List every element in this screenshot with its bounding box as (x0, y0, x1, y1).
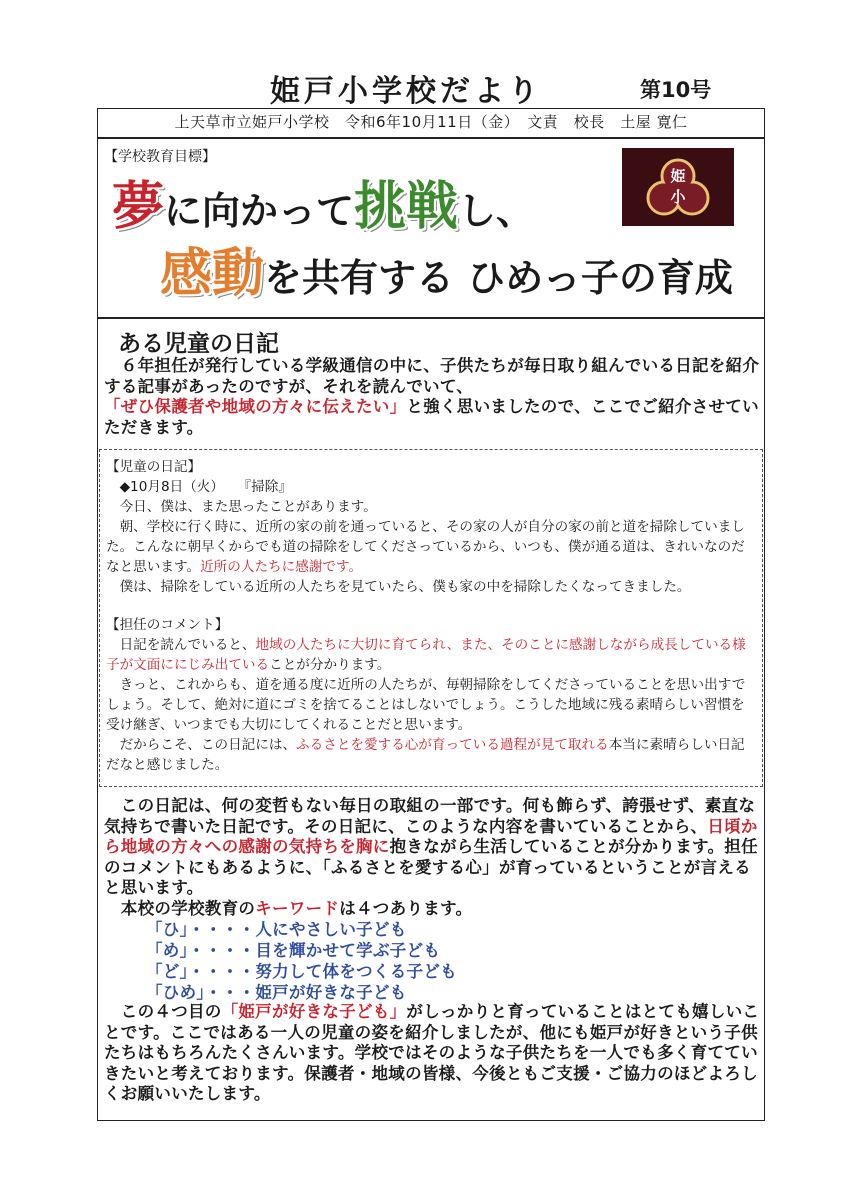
article-title: ある児童の日記 (118, 331, 279, 357)
diary-section (106, 457, 754, 597)
keyword-item: 「ど」・・・・努力して体をつくる子ども (146, 962, 457, 981)
comment-line: きっと、これからも、道を通る度に近所の人たちが、毎朝掃除をしてくださっていることを思い出すでしょう。そして、絶対に道にゴミを捨てることはしないでしょう。こうした地域に残る素晴らしい習慣を受け継ぎ、いつまでも大切にしてくれることだと思います。 (106, 677, 746, 733)
comment-highlight: 地域の人たちに大切に育てられ、また、そのことに感謝しながら成長している様子が文面ににじみ出ている (106, 637, 746, 673)
diary-line: 今日、僕は、また思ったことがあります。 (106, 499, 377, 515)
keyword-item: 「め」・・・・目を輝かせて学ぶ子ども (146, 941, 441, 960)
keyword-item: 「ひめ」・・・姫戸が好きな子ども (146, 983, 407, 1002)
body-text: この日記は、何の変哲もない毎日の取組の一部です。何も飾らず、誇張せず、素直な気持ちで書いた日記です。その日記に、このような内容を書いていることから、 (104, 796, 756, 836)
body-highlight: 日頃から地域の方々への感謝の気持ちを胸に (104, 816, 758, 856)
slogan-word-dream: 夢 (112, 177, 165, 237)
emblem-char-1: 姫 (670, 167, 686, 185)
slogan-line-2 (160, 244, 733, 304)
emblem-char-2: 小 (670, 188, 686, 206)
keyword-list (104, 919, 760, 1003)
body-paragraph (104, 796, 760, 1003)
school-emblem (622, 148, 734, 226)
comment-line (106, 735, 754, 775)
body-text: 抱きながら生活していることが分かります。担任のコメントにもあるように、「ふるさとを愛する心」が育っているということが言えると思います。 (104, 837, 758, 897)
slogan-text: を共有する ひめっ子の育成 (264, 256, 733, 300)
keyword-intro-highlight: キーワード (255, 898, 340, 918)
issue-number: 第10号 (640, 78, 712, 102)
comment-section (106, 615, 754, 775)
diary-highlight: 近所の人たちに感謝です。 (200, 559, 363, 575)
byline: 上天草市立姫戸小学校 令和6年10月11日（金） 文責 校長 土屋 寛仁 (97, 108, 765, 138)
newsletter-title: 姫戸小学校だより (270, 74, 542, 109)
diary-label: 【児童の日記】 (106, 459, 202, 475)
slogan-text: に向かって (164, 189, 355, 233)
keyword-item: 「ひ」・・・・人にやさしい子ども (146, 920, 407, 939)
slogan-text: し、 (458, 189, 535, 233)
comment-text: ことが分かります。 (269, 657, 391, 673)
comment-label: 【担任のコメント】 (106, 617, 229, 633)
comment-text: だからこそ、この日記には、 (106, 737, 297, 753)
closing-highlight: 「姫戸が好きな子ども」 (221, 1002, 407, 1021)
diary-text: 朝、学校に行く時に、近所の家の前を通っていると、その家の人が自分の家の前と道を掃除していました。こんなに朝早くからでも道の掃除をしてくださっているから、いつも、僕が通る道は、きれいなのだなと思います。 (106, 519, 745, 575)
intro-text: と強く思いましたので、ここでご紹介させていただきます。 (104, 397, 759, 437)
comment-text: 日記を読んでいると、 (106, 637, 256, 653)
slogan-word-challenge: 挑戦 (354, 177, 459, 237)
keyword-intro (104, 899, 760, 920)
slogan-word-emotion: 感動 (160, 244, 265, 304)
comment-text: 本当に素晴らしい日記だなと感じました。 (106, 737, 745, 773)
comment-line (106, 635, 754, 675)
intro-paragraph (104, 356, 760, 438)
diary-line: 僕は、掃除をしている近所の人たちを見ていたら、僕も家の中を掃除したくなってきました。 (106, 579, 691, 595)
diary-date: ◆10月8日（火） 『掃除』 (106, 479, 292, 495)
closing-text: この４つ目の (104, 1002, 222, 1021)
keyword-intro-text: 本校の学校教育の (104, 898, 256, 918)
closing-text: がしっかりと育っていることはとても嬉しいことです。ここではある一人の児童の姿を紹介しましたが、他にも姫戸が好きという子供たちはもちろんたくさんいます。学校ではそのような子供たちを一人でも多く育てていきたいと考えております。保護者・地域の皆様、今後ともご支援・ご協力のほどよろしくお願いいたします。 (104, 1002, 760, 1103)
keyword-intro-text: は４つあります。 (339, 898, 473, 918)
intro-highlight: 「ぜひ保護者や地域の方々に伝えたい」 (104, 397, 407, 416)
slogan-line-1 (112, 177, 535, 237)
diary-line (106, 517, 754, 577)
goal-label: 【学校教育目標】 (104, 149, 216, 165)
closing-paragraph (104, 1002, 760, 1105)
comment-highlight: ふるさとを愛する心が育っている過程が見て取れる (296, 737, 609, 753)
intro-text: ６年担任が発行している学級通信の中に、子供たちが毎日取り組んでいる日記を紹介する記事があったのですが、それを読んでいて、 (104, 356, 760, 396)
